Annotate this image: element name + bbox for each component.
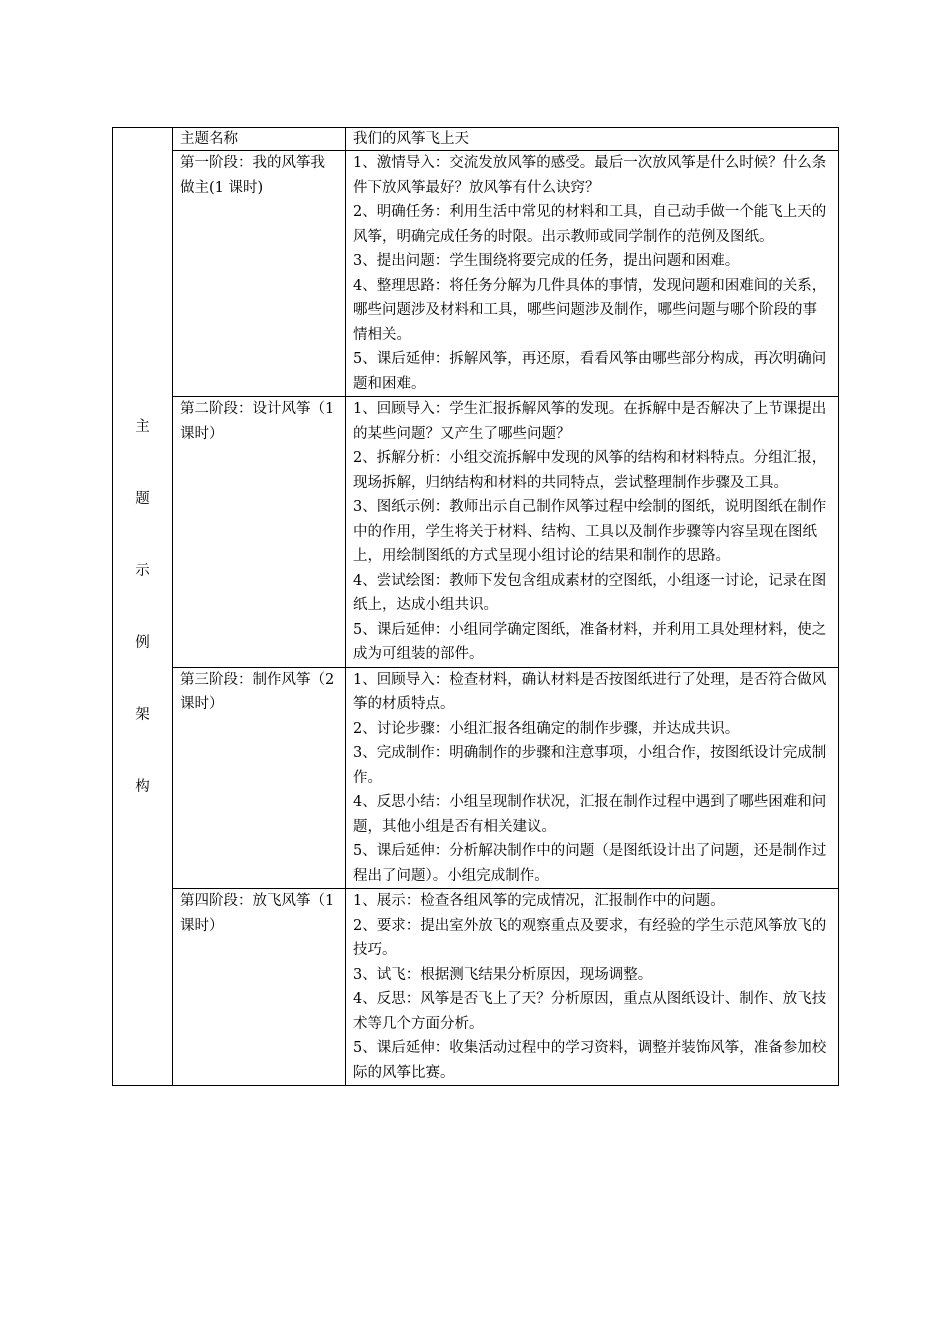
stage-title: 第三阶段：制作风筝（2 课时） [173, 667, 346, 889]
stage-title: 第一阶段：我的风筝我做主(1 课时) [173, 151, 346, 397]
stage-item: 4、反思：风筝是否飞上了天？分析原因，重点从图纸设计、制作、放飞技术等几个方面分析。 [353, 991, 827, 1032]
stage-content [346, 151, 839, 397]
table-row-stage-3 [113, 667, 839, 889]
stage-item: 3、试飞：根据测飞结果分析原因，现场调整。 [353, 966, 653, 983]
stage-item: 3、图纸示例：教师出示自己制作风筝过程中绘制的图纸，说明图纸在制作中的作用，学生将关于材料、结构、工具以及制作步骤等内容呈现在图纸上，用绘制图纸的方式呈现小组讨论的结果和制作的思路。 [353, 499, 827, 564]
stage-item: 2、拆解分析：小组交流拆解中发现的风筝的结构和材料特点。分组汇报，现场拆解，归纳结构和材料的共同特点，尝试整理制作步骤及工具。 [353, 450, 827, 491]
stage-item: 5、课后延伸：小组同学确定图纸，准备材料，并利用工具处理材料，使之成为可组装的部件。 [353, 621, 827, 662]
header-label: 主题名称 [173, 128, 346, 151]
side-char: 示 [135, 562, 150, 579]
stage-content [346, 889, 839, 1086]
stage-item: 1、激情导入：交流发放风筝的感受。最后一次放风筝是什么时候？什么条件下放风筝最好？放风筝有什么诀窍？ [353, 155, 827, 196]
side-label-cell [113, 128, 173, 1086]
stage-item: 2、明确任务：利用生活中常见的材料和工具，自己动手做一个能飞上天的风筝，明确完成任务的时限。出示教师或同学制作的范例及图纸。 [353, 204, 827, 245]
table-row-stage-4 [113, 889, 839, 1086]
side-char: 例 [135, 634, 150, 651]
stage-item: 4、尝试绘图：教师下发包含组成素材的空图纸，小组逐一讨论，记录在图纸上，达成小组共识。 [353, 572, 827, 613]
stage-item: 2、要求：提出室外放飞的观察重点及要求，有经验的学生示范风筝放飞的技巧。 [353, 917, 827, 958]
theme-framework-table [112, 127, 839, 1086]
stage-content [346, 397, 839, 668]
side-char: 构 [135, 778, 150, 795]
stage-item: 5、课后延伸：分析解决制作中的问题（是图纸设计出了问题，还是制作过程出了问题）。小组完成制作。 [353, 843, 827, 884]
stage-item: 3、提出问题：学生围绕将要完成的任务，提出问题和困难。 [353, 253, 740, 269]
side-char: 题 [135, 490, 150, 507]
stage-item: 4、整理思路：将任务分解为几件具体的事情，发现问题和困难间的关系，哪些问题涉及材料和工具，哪些问题涉及制作，哪些问题与哪个阶段的事情相关。 [353, 277, 827, 343]
stage-content [346, 667, 839, 889]
stage-title: 第四阶段：放飞风筝（1 课时） [173, 889, 346, 1086]
side-char: 主 [135, 418, 150, 435]
stage-item: 1、展示：检查各组风筝的完成情况，汇报制作中的问题。 [353, 893, 725, 909]
stage-item: 4、反思小结：小组呈现制作状况，汇报在制作过程中遇到了哪些困难和问题，其他小组是否有相关建议。 [353, 794, 827, 835]
stage-item: 5、课后延伸：收集活动过程中的学习资料，调整并装饰风筝，准备参加校际的风筝比赛。 [353, 1040, 827, 1081]
stage-item: 3、完成制作：明确制作的步骤和注意事项，小组合作，按图纸设计完成制作。 [353, 745, 827, 786]
stage-item: 2、讨论步骤：小组汇报各组确定的制作步骤，并达成共识。 [353, 720, 740, 737]
stage-item: 5、课后延伸：拆解风筝，再还原，看看风筝由哪些部分构成，再次明确问题和困难。 [353, 351, 827, 392]
table-row-stage-2 [113, 397, 839, 668]
table-row-stage-1 [113, 151, 839, 397]
side-char: 架 [135, 706, 150, 723]
table-row-header [113, 128, 839, 151]
stage-title: 第二阶段：设计风筝（1 课时） [173, 397, 346, 668]
header-value: 我们的风筝飞上天 [346, 128, 839, 151]
stage-item: 1、回顾导入：学生汇报拆解风筝的发现。在拆解中是否解决了上节课提出的某些问题？又产生了哪些问题？ [353, 401, 827, 442]
stage-item: 1、回顾导入：检查材料，确认材料是否按图纸进行了处理，是否符合做风筝的材质特点。 [353, 671, 827, 712]
